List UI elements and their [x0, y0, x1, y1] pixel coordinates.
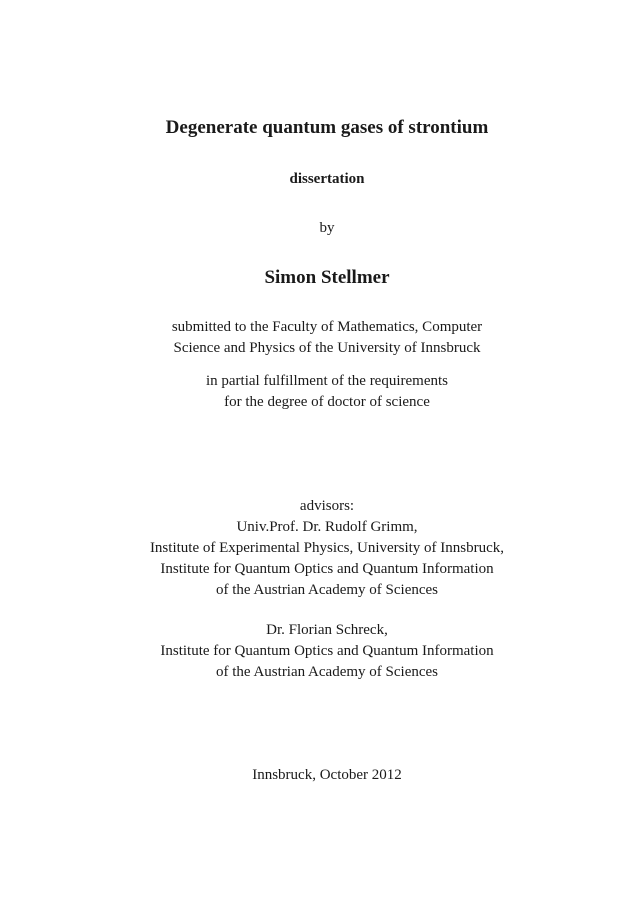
place-and-date: Innsbruck, October 2012: [252, 767, 402, 783]
document-type: dissertation: [289, 171, 365, 187]
advisors-heading: advisors:: [299, 498, 355, 514]
submission-line: submitted to the Faculty of Mathematics, Computer: [171, 319, 483, 335]
advisor-affiliation: of the Austrian Academy of Sciences: [215, 664, 439, 680]
advisor-affiliation: Institute for Quantum Optics and Quantum Information: [160, 643, 494, 659]
advisor-affiliation: of the Austrian Academy of Sciences: [215, 582, 439, 598]
advisor-name: Dr. Florian Schreck,: [266, 622, 388, 638]
degree-line: for the degree of doctor of science: [224, 394, 430, 410]
degree-line: in partial fulfillment of the requirements: [205, 373, 448, 389]
author-name: Simon Stellmer: [264, 267, 390, 288]
advisor-affiliation: Institute of Experimental Physics, University of Innsbruck,: [149, 540, 505, 556]
advisors-block: [0, 496, 640, 601]
by-label: by: [319, 220, 335, 236]
dissertation-title: Degenerate quantum gases of strontium: [165, 117, 489, 138]
advisor-affiliation: Institute for Quantum Optics and Quantum Information: [160, 561, 494, 577]
degree-statement: [0, 371, 640, 413]
submission-line: Science and Physics of the University of Innsbruck: [173, 340, 481, 356]
advisor-name: Univ.Prof. Dr. Rudolf Grimm,: [236, 519, 418, 535]
second-advisor-block: [0, 620, 640, 683]
submission-statement: [0, 317, 640, 359]
